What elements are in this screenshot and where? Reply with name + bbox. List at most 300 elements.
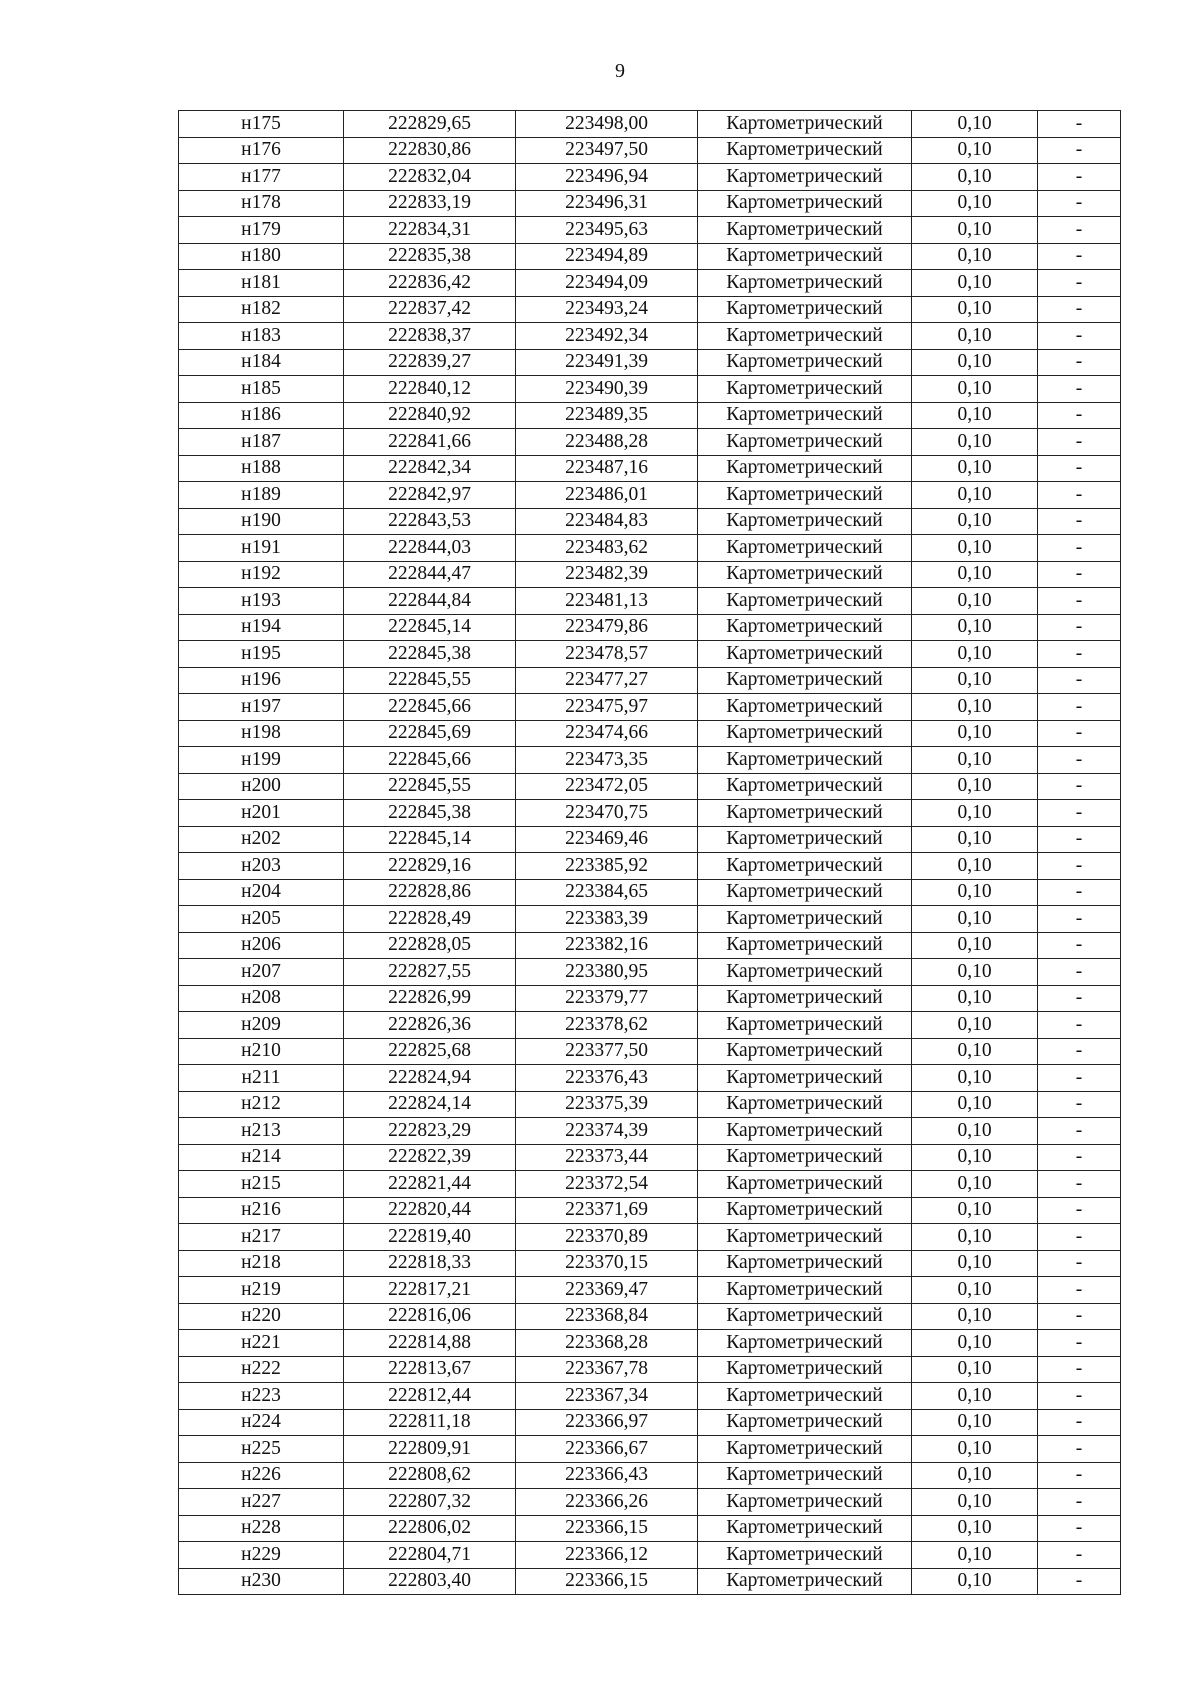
description-cell: - [1038,1568,1121,1595]
x-coordinate-cell: 222832,04 [344,164,516,191]
x-coordinate-cell: 222836,42 [344,270,516,297]
table-row [179,667,1121,694]
method-cell: Картометрический [698,111,912,138]
x-coordinate-cell: 222839,27 [344,349,516,376]
x-coordinate-cell: 222804,71 [344,1542,516,1569]
description-cell: - [1038,588,1121,615]
y-coordinate-cell: 223470,75 [516,800,698,827]
point-name-cell: н219 [179,1277,344,1304]
table-row [179,932,1121,959]
point-name-cell: н201 [179,800,344,827]
method-cell: Картометрический [698,1224,912,1251]
x-coordinate-cell: 222840,12 [344,376,516,403]
x-coordinate-cell: 222828,49 [344,906,516,933]
x-coordinate-cell: 222824,14 [344,1091,516,1118]
accuracy-cell: 0,10 [912,1436,1038,1463]
method-cell: Картометрический [698,1091,912,1118]
accuracy-cell: 0,10 [912,137,1038,164]
x-coordinate-cell: 222826,36 [344,1012,516,1039]
y-coordinate-cell: 223484,83 [516,508,698,535]
table-row [179,243,1121,270]
description-cell: - [1038,429,1121,456]
accuracy-cell: 0,10 [912,1091,1038,1118]
table-row [179,747,1121,774]
point-name-cell: н215 [179,1171,344,1198]
table-row [179,853,1121,880]
table-row [179,1356,1121,1383]
method-cell: Картометрический [698,959,912,986]
accuracy-cell: 0,10 [912,349,1038,376]
method-cell: Картометрический [698,164,912,191]
method-cell: Картометрический [698,1012,912,1039]
table-row [179,1118,1121,1145]
x-coordinate-cell: 222808,62 [344,1462,516,1489]
accuracy-cell: 0,10 [912,959,1038,986]
accuracy-cell: 0,10 [912,985,1038,1012]
y-coordinate-cell: 223374,39 [516,1118,698,1145]
point-name-cell: н228 [179,1515,344,1542]
x-coordinate-cell: 222844,84 [344,588,516,615]
method-cell: Картометрический [698,137,912,164]
description-cell: - [1038,349,1121,376]
table-row [179,1515,1121,1542]
accuracy-cell: 0,10 [912,455,1038,482]
method-cell: Картометрический [698,1330,912,1357]
x-coordinate-cell: 222821,44 [344,1171,516,1198]
point-name-cell: н230 [179,1568,344,1595]
point-name-cell: н198 [179,720,344,747]
y-coordinate-cell: 223491,39 [516,349,698,376]
method-cell: Картометрический [698,455,912,482]
method-cell: Картометрический [698,747,912,774]
y-coordinate-cell: 223473,35 [516,747,698,774]
y-coordinate-cell: 223378,62 [516,1012,698,1039]
accuracy-cell: 0,10 [912,853,1038,880]
accuracy-cell: 0,10 [912,1568,1038,1595]
method-cell: Картометрический [698,296,912,323]
method-cell: Картометрический [698,694,912,721]
description-cell: - [1038,985,1121,1012]
table-row [179,561,1121,588]
description-cell: - [1038,111,1121,138]
description-cell: - [1038,614,1121,641]
x-coordinate-cell: 222825,68 [344,1038,516,1065]
accuracy-cell: 0,10 [912,1118,1038,1145]
method-cell: Картометрический [698,853,912,880]
accuracy-cell: 0,10 [912,111,1038,138]
point-name-cell: н208 [179,985,344,1012]
x-coordinate-cell: 222816,06 [344,1303,516,1330]
accuracy-cell: 0,10 [912,588,1038,615]
x-coordinate-cell: 222814,88 [344,1330,516,1357]
y-coordinate-cell: 223380,95 [516,959,698,986]
method-cell: Картометрический [698,1515,912,1542]
y-coordinate-cell: 223383,39 [516,906,698,933]
y-coordinate-cell: 223498,00 [516,111,698,138]
method-cell: Картометрический [698,1436,912,1463]
description-cell: - [1038,1171,1121,1198]
x-coordinate-cell: 222806,02 [344,1515,516,1542]
point-name-cell: н213 [179,1118,344,1145]
point-name-cell: н227 [179,1489,344,1516]
accuracy-cell: 0,10 [912,1224,1038,1251]
table-row [179,1436,1121,1463]
accuracy-cell: 0,10 [912,641,1038,668]
accuracy-cell: 0,10 [912,1065,1038,1092]
description-cell: - [1038,1197,1121,1224]
x-coordinate-cell: 222845,38 [344,641,516,668]
table-row [179,906,1121,933]
method-cell: Картометрический [698,773,912,800]
x-coordinate-cell: 222843,53 [344,508,516,535]
table-row [179,455,1121,482]
description-cell: - [1038,1012,1121,1039]
y-coordinate-cell: 223492,34 [516,323,698,350]
description-cell: - [1038,1277,1121,1304]
accuracy-cell: 0,10 [912,482,1038,509]
y-coordinate-cell: 223494,89 [516,243,698,270]
description-cell: - [1038,1383,1121,1410]
table-row [179,1568,1121,1595]
x-coordinate-cell: 222829,65 [344,111,516,138]
method-cell: Картометрический [698,1409,912,1436]
y-coordinate-cell: 223494,09 [516,270,698,297]
accuracy-cell: 0,10 [912,694,1038,721]
accuracy-cell: 0,10 [912,270,1038,297]
y-coordinate-cell: 223481,13 [516,588,698,615]
x-coordinate-cell: 222827,55 [344,959,516,986]
accuracy-cell: 0,10 [912,932,1038,959]
point-name-cell: н192 [179,561,344,588]
description-cell: - [1038,376,1121,403]
method-cell: Картометрический [698,879,912,906]
y-coordinate-cell: 223477,27 [516,667,698,694]
description-cell: - [1038,1489,1121,1516]
table-row [179,111,1121,138]
method-cell: Картометрический [698,402,912,429]
x-coordinate-cell: 222845,55 [344,773,516,800]
x-coordinate-cell: 222820,44 [344,1197,516,1224]
description-cell: - [1038,1038,1121,1065]
y-coordinate-cell: 223366,12 [516,1542,698,1569]
x-coordinate-cell: 222829,16 [344,853,516,880]
point-name-cell: н180 [179,243,344,270]
description-cell: - [1038,561,1121,588]
table-row [179,614,1121,641]
point-name-cell: н194 [179,614,344,641]
accuracy-cell: 0,10 [912,1197,1038,1224]
point-name-cell: н217 [179,1224,344,1251]
point-name-cell: н225 [179,1436,344,1463]
accuracy-cell: 0,10 [912,1542,1038,1569]
point-name-cell: н214 [179,1144,344,1171]
y-coordinate-cell: 223496,94 [516,164,698,191]
x-coordinate-cell: 222826,99 [344,985,516,1012]
x-coordinate-cell: 222835,38 [344,243,516,270]
description-cell: - [1038,296,1121,323]
description-cell: - [1038,217,1121,244]
point-name-cell: н205 [179,906,344,933]
accuracy-cell: 0,10 [912,1330,1038,1357]
x-coordinate-cell: 222838,37 [344,323,516,350]
point-name-cell: н212 [179,1091,344,1118]
description-cell: - [1038,906,1121,933]
x-coordinate-cell: 222842,34 [344,455,516,482]
point-name-cell: н211 [179,1065,344,1092]
x-coordinate-cell: 222811,18 [344,1409,516,1436]
description-cell: - [1038,959,1121,986]
x-coordinate-cell: 222824,94 [344,1065,516,1092]
x-coordinate-cell: 222845,69 [344,720,516,747]
x-coordinate-cell: 222818,33 [344,1250,516,1277]
description-cell: - [1038,1462,1121,1489]
point-name-cell: н224 [179,1409,344,1436]
method-cell: Картометрический [698,1489,912,1516]
description-cell: - [1038,826,1121,853]
accuracy-cell: 0,10 [912,1515,1038,1542]
y-coordinate-cell: 223379,77 [516,985,698,1012]
description-cell: - [1038,1065,1121,1092]
point-name-cell: н218 [179,1250,344,1277]
method-cell: Картометрический [698,826,912,853]
method-cell: Картометрический [698,376,912,403]
y-coordinate-cell: 223366,26 [516,1489,698,1516]
y-coordinate-cell: 223489,35 [516,402,698,429]
x-coordinate-cell: 222823,29 [344,1118,516,1145]
table-row [179,402,1121,429]
point-name-cell: н186 [179,402,344,429]
y-coordinate-cell: 223483,62 [516,535,698,562]
accuracy-cell: 0,10 [912,323,1038,350]
accuracy-cell: 0,10 [912,561,1038,588]
x-coordinate-cell: 222845,55 [344,667,516,694]
point-name-cell: н177 [179,164,344,191]
y-coordinate-cell: 223371,69 [516,1197,698,1224]
table-row [179,1330,1121,1357]
method-cell: Картометрический [698,720,912,747]
method-cell: Картометрический [698,1303,912,1330]
x-coordinate-cell: 222840,92 [344,402,516,429]
method-cell: Картометрический [698,561,912,588]
point-name-cell: н209 [179,1012,344,1039]
y-coordinate-cell: 223474,66 [516,720,698,747]
table-row [179,535,1121,562]
point-name-cell: н182 [179,296,344,323]
description-cell: - [1038,747,1121,774]
accuracy-cell: 0,10 [912,1489,1038,1516]
method-cell: Картометрический [698,1542,912,1569]
y-coordinate-cell: 223384,65 [516,879,698,906]
x-coordinate-cell: 222845,14 [344,826,516,853]
description-cell: - [1038,482,1121,509]
description-cell: - [1038,323,1121,350]
table-row [179,270,1121,297]
method-cell: Картометрический [698,588,912,615]
method-cell: Картометрический [698,985,912,1012]
y-coordinate-cell: 223469,46 [516,826,698,853]
accuracy-cell: 0,10 [912,1171,1038,1198]
y-coordinate-cell: 223373,44 [516,1144,698,1171]
description-cell: - [1038,641,1121,668]
description-cell: - [1038,879,1121,906]
coordinates-table [178,110,1121,1595]
table-row [179,826,1121,853]
description-cell: - [1038,1091,1121,1118]
y-coordinate-cell: 223487,16 [516,455,698,482]
y-coordinate-cell: 223369,47 [516,1277,698,1304]
table-row [179,1224,1121,1251]
point-name-cell: н229 [179,1542,344,1569]
accuracy-cell: 0,10 [912,879,1038,906]
y-coordinate-cell: 223376,43 [516,1065,698,1092]
y-coordinate-cell: 223472,05 [516,773,698,800]
method-cell: Картометрический [698,641,912,668]
accuracy-cell: 0,10 [912,747,1038,774]
accuracy-cell: 0,10 [912,1462,1038,1489]
point-name-cell: н197 [179,694,344,721]
table-row [179,1462,1121,1489]
method-cell: Картометрический [698,1197,912,1224]
table-row [179,1144,1121,1171]
accuracy-cell: 0,10 [912,667,1038,694]
y-coordinate-cell: 223496,31 [516,190,698,217]
accuracy-cell: 0,10 [912,190,1038,217]
point-name-cell: н179 [179,217,344,244]
y-coordinate-cell: 223372,54 [516,1171,698,1198]
x-coordinate-cell: 222834,31 [344,217,516,244]
accuracy-cell: 0,10 [912,720,1038,747]
description-cell: - [1038,1436,1121,1463]
point-name-cell: н210 [179,1038,344,1065]
table-row [179,1250,1121,1277]
table-row [179,164,1121,191]
accuracy-cell: 0,10 [912,217,1038,244]
accuracy-cell: 0,10 [912,800,1038,827]
table-row [179,482,1121,509]
point-name-cell: н204 [179,879,344,906]
y-coordinate-cell: 223493,24 [516,296,698,323]
table-row [179,1197,1121,1224]
point-name-cell: н189 [179,482,344,509]
accuracy-cell: 0,10 [912,1012,1038,1039]
method-cell: Картометрический [698,906,912,933]
point-name-cell: н203 [179,853,344,880]
point-name-cell: н184 [179,349,344,376]
y-coordinate-cell: 223366,67 [516,1436,698,1463]
description-cell: - [1038,1250,1121,1277]
accuracy-cell: 0,10 [912,1277,1038,1304]
x-coordinate-cell: 222828,86 [344,879,516,906]
table-row [179,588,1121,615]
y-coordinate-cell: 223478,57 [516,641,698,668]
table-row [179,217,1121,244]
point-name-cell: н206 [179,932,344,959]
method-cell: Картометрический [698,243,912,270]
point-name-cell: н196 [179,667,344,694]
method-cell: Картометрический [698,270,912,297]
method-cell: Картометрический [698,1462,912,1489]
y-coordinate-cell: 223366,15 [516,1568,698,1595]
x-coordinate-cell: 222842,97 [344,482,516,509]
method-cell: Картометрический [698,190,912,217]
point-name-cell: н191 [179,535,344,562]
description-cell: - [1038,1356,1121,1383]
page-number: 9 [615,60,625,82]
table-row [179,376,1121,403]
y-coordinate-cell: 223375,39 [516,1091,698,1118]
table-row [179,1038,1121,1065]
accuracy-cell: 0,10 [912,508,1038,535]
y-coordinate-cell: 223368,84 [516,1303,698,1330]
method-cell: Картометрический [698,349,912,376]
table-row [179,349,1121,376]
y-coordinate-cell: 223385,92 [516,853,698,880]
table-row [179,323,1121,350]
y-coordinate-cell: 223486,01 [516,482,698,509]
point-name-cell: н193 [179,588,344,615]
point-name-cell: н221 [179,1330,344,1357]
method-cell: Картометрический [698,1065,912,1092]
table-row [179,508,1121,535]
y-coordinate-cell: 223475,97 [516,694,698,721]
accuracy-cell: 0,10 [912,614,1038,641]
table-row [179,1303,1121,1330]
description-cell: - [1038,137,1121,164]
point-name-cell: н195 [179,641,344,668]
method-cell: Картометрический [698,482,912,509]
accuracy-cell: 0,10 [912,1144,1038,1171]
table-row [179,296,1121,323]
table-row [179,720,1121,747]
description-cell: - [1038,1330,1121,1357]
y-coordinate-cell: 223366,15 [516,1515,698,1542]
point-name-cell: н226 [179,1462,344,1489]
description-cell: - [1038,1303,1121,1330]
description-cell: - [1038,508,1121,535]
accuracy-cell: 0,10 [912,1409,1038,1436]
description-cell: - [1038,243,1121,270]
x-coordinate-cell: 222844,03 [344,535,516,562]
table-row [179,1065,1121,1092]
x-coordinate-cell: 222828,05 [344,932,516,959]
method-cell: Картометрический [698,1144,912,1171]
accuracy-cell: 0,10 [912,1356,1038,1383]
description-cell: - [1038,720,1121,747]
method-cell: Картометрический [698,535,912,562]
y-coordinate-cell: 223488,28 [516,429,698,456]
point-name-cell: н190 [179,508,344,535]
point-name-cell: н176 [179,137,344,164]
description-cell: - [1038,535,1121,562]
description-cell: - [1038,190,1121,217]
accuracy-cell: 0,10 [912,376,1038,403]
y-coordinate-cell: 223367,78 [516,1356,698,1383]
table-row [179,800,1121,827]
table-row [179,1542,1121,1569]
table-row [179,137,1121,164]
x-coordinate-cell: 222844,47 [344,561,516,588]
x-coordinate-cell: 222809,91 [344,1436,516,1463]
accuracy-cell: 0,10 [912,1038,1038,1065]
table-row [179,985,1121,1012]
point-name-cell: н178 [179,190,344,217]
table-row [179,1489,1121,1516]
table-row [179,1012,1121,1039]
method-cell: Картометрический [698,614,912,641]
method-cell: Картометрический [698,1171,912,1198]
x-coordinate-cell: 222845,14 [344,614,516,641]
point-name-cell: н185 [179,376,344,403]
